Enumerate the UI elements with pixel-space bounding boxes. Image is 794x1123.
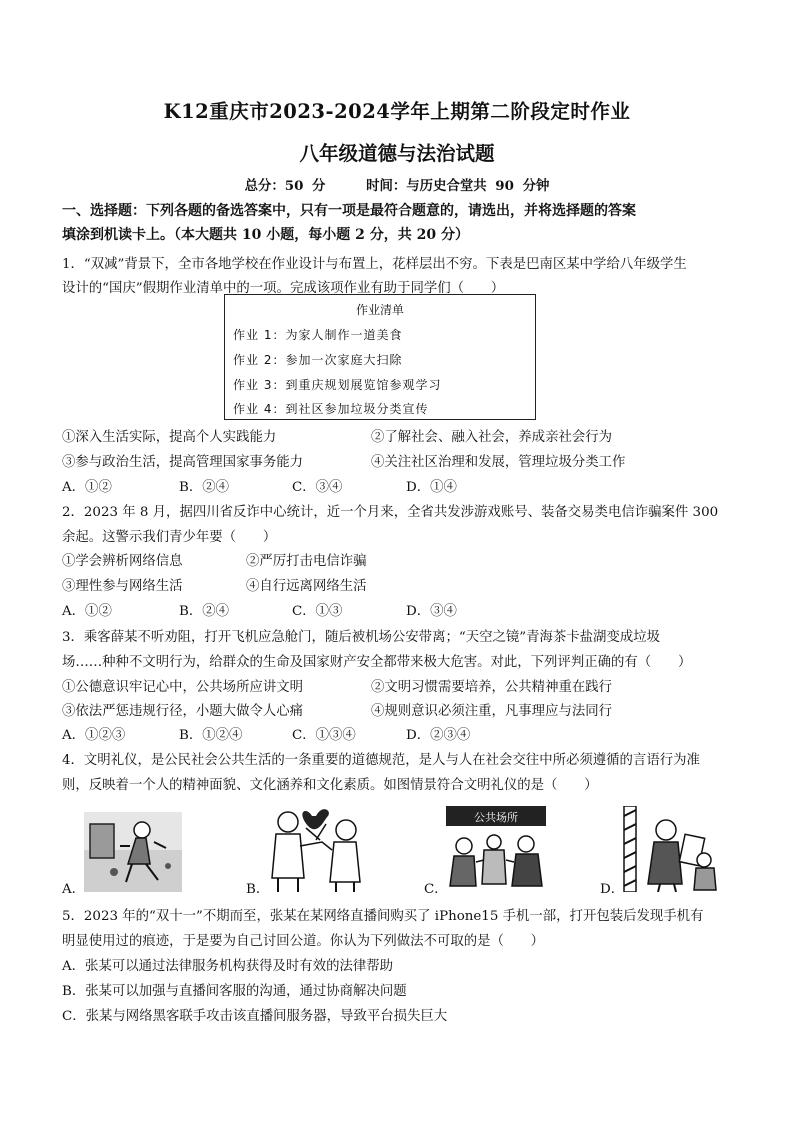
q4-option-a[interactable]: A．: [62, 882, 86, 897]
q4-stem-line1: 4．文明礼仪，是公民社会公共生活的一条重要的道德规范，是人与人在社会交往中所必须遵循的言语行为准: [62, 753, 700, 768]
q1-option-c[interactable]: C．③④: [292, 480, 343, 495]
q4-picture-d: [620, 806, 720, 892]
q3-option-c[interactable]: C．①③④: [292, 728, 356, 743]
q4-option-c[interactable]: C．: [424, 882, 448, 897]
q2-statement-2: ②严厉打击电信诈骗: [246, 554, 367, 569]
q5-stem-line2: 明显使用过的痕迹，于是要为自己讨回公道。你认为下列做法不可取的是（ ）: [62, 934, 545, 949]
exam-meta: [0, 175, 794, 194]
q3-stem-line1: 3．乘客薛某不听劝阻，打开飞机应急舱门，随后被机场公安带离；“天空之镜”青海茶卡盐湖变成垃圾: [62, 630, 661, 645]
q4-picture-b: [266, 806, 366, 892]
q4-stem-line2: 则，反映着一个人的精神面貌、文化涵养和文化素质。如图情景符合文明礼仪的是（ ）: [62, 778, 598, 793]
homework-task-3: 作业 3：到重庆规划展览馆参观学习: [233, 378, 442, 392]
q2-statement-3: ③理性参与网络生活: [62, 579, 183, 594]
exam-subtitle: 八年级道德与法治试题: [299, 142, 495, 165]
q2-option-c[interactable]: C．①③: [292, 604, 343, 619]
exam-title: K12重庆市2023-2024学年上期第二阶段定时作业: [163, 100, 631, 123]
q1-statement-1: ①深入生活实际，提高个人实践能力: [62, 430, 277, 445]
homework-task-1: 作业 1：为家人制作一道美食: [233, 328, 403, 342]
q2-option-b[interactable]: B．②④: [179, 604, 230, 619]
q1-stem-line2: 设计的“国庆”假期作业清单中的一项。完成该项作业有助于同学们（ ）: [62, 281, 505, 296]
homework-list-table: [224, 294, 536, 420]
q3-statement-1: ①公德意识牢记心中，公共场所应讲文明: [62, 680, 304, 695]
public-place-sign: 公共场所: [474, 811, 518, 824]
q1-option-d[interactable]: D．①④: [406, 480, 457, 495]
q5-option-c[interactable]: C．张某与网络黑客联手攻击该直播间服务器，导致平台损失巨大: [62, 1009, 448, 1024]
q3-statement-2: ②文明习惯需要培养，公共精神重在践行: [371, 680, 613, 695]
homework-list-title: 作业清单: [355, 303, 404, 317]
q1-stem-line1: 1．“双减”背景下，全市各地学校在作业设计与布置上，花样层出不穷。下表是巴南区某中学给八年级学生: [62, 257, 687, 272]
q4-option-d[interactable]: D．: [600, 882, 625, 897]
total-score: 总分：50 分: [244, 178, 326, 194]
q2-statement-4: ④自行远离网络生活: [246, 579, 367, 594]
q2-option-d[interactable]: D．③④: [406, 604, 457, 619]
q1-option-a[interactable]: A．①②: [62, 480, 112, 495]
section-heading-line2: 填涂到机读卡上。（本大题共 10 小题，每小题 2 分，共 20 分）: [62, 227, 469, 243]
homework-task-4: 作业 4：到社区参加垃圾分类宣传: [233, 402, 429, 416]
q3-option-b[interactable]: B．①②④: [179, 728, 243, 743]
q1-statement-2: ②了解社会、融入社会，养成亲社会行为: [371, 430, 613, 445]
exam-time: 时间：与历史合堂共 90 分钟: [366, 178, 550, 194]
q4-picture-c: [446, 806, 546, 892]
homework-task-2: 作业 2：参加一次家庭大扫除: [233, 353, 403, 367]
q1-statement-3: ③参与政治生活，提高管理国家事务能力: [62, 455, 304, 470]
q3-statement-4: ④规则意识必须注重，凡事理应与法同行: [371, 704, 613, 719]
q3-option-a[interactable]: A．①②③: [62, 728, 126, 743]
q5-stem-line1: 5．2023 年的“双十一”不期而至，张某在某网络直播间购买了 iPhone15 手机一部，打开包装后发现手机有: [62, 909, 704, 924]
q1-statement-4: ④关注社区治理和发展，管理垃圾分类工作: [371, 455, 626, 470]
q1-option-b[interactable]: B．②④: [179, 480, 230, 495]
q3-stem-line2: 场……种种不文明行为，给群众的生命及国家财产安全都带来极大危害。对此，下列评判正确的有（ ）: [62, 655, 692, 670]
q5-option-a[interactable]: A．张某可以通过法律服务机构获得及时有效的法律帮助: [62, 959, 394, 974]
q3-option-d[interactable]: D．②③④: [406, 728, 471, 743]
q3-statement-3: ③依法严惩违规行径，小题大做令人心痛: [62, 704, 304, 719]
q2-stem-line1: 2．2023 年 8 月，据四川省反诈中心统计，近一个月来，全省共发涉游戏账号、装备交易类电信诈骗案件 300: [62, 505, 719, 520]
q2-stem-line2: 余起。这警示我们青少年要（ ）: [62, 530, 277, 545]
q4-picture-a: [84, 806, 182, 892]
section-heading-line1: 一、选择题：下列各题的备选答案中，只有一项是最符合题意的，请选出，并将选择题的答案: [62, 203, 636, 219]
q2-statement-1: ①学会辨析网络信息: [62, 554, 183, 569]
q5-option-b[interactable]: B．张某可以加强与直播间客服的沟通，通过协商解决问题: [62, 984, 407, 999]
q4-option-b[interactable]: B．: [246, 882, 270, 897]
q2-option-a[interactable]: A．①②: [62, 604, 112, 619]
